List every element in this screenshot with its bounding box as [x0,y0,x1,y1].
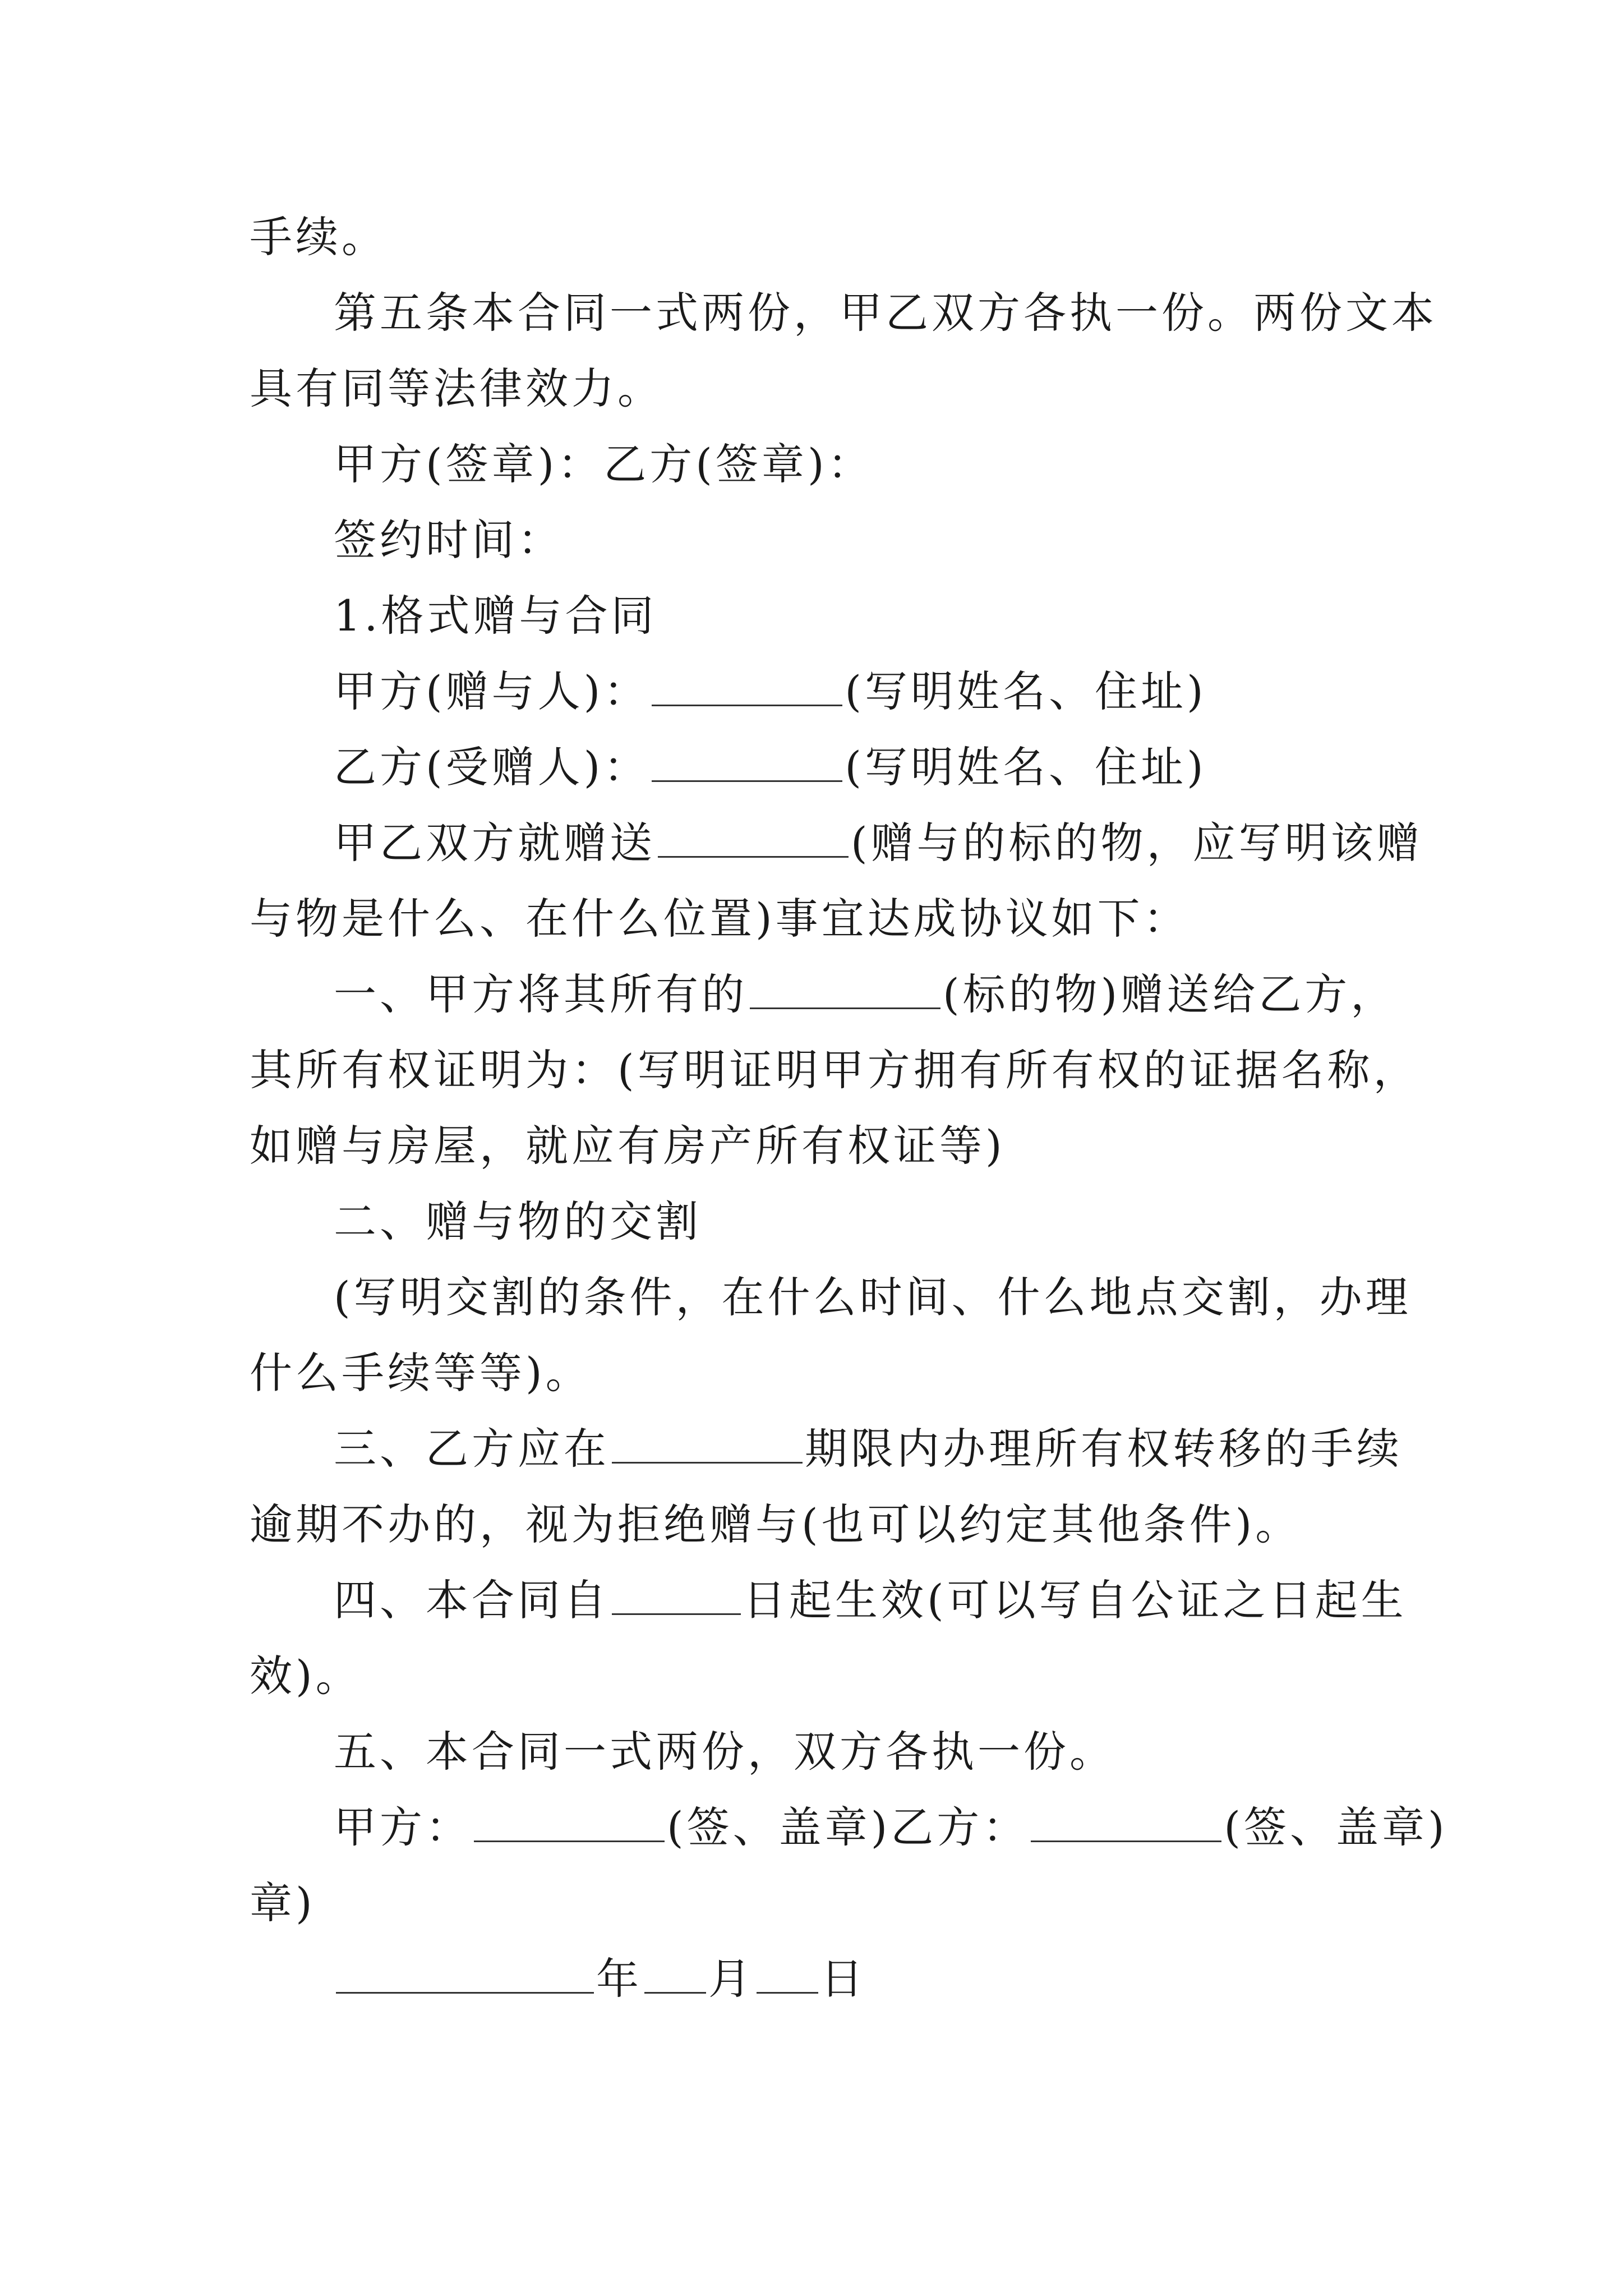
party-a-sign-blank[interactable] [474,1801,665,1842]
month-label: 月 [708,1954,754,2004]
clause-1-line-1 [250,956,1397,1032]
article-5-line-1 [250,275,1437,351]
text: 手续。 [250,212,388,262]
document-page [250,199,1448,2017]
day-label: 日 [820,1954,866,2004]
date-line [250,1941,1380,2017]
gift-blank[interactable] [658,817,849,858]
clause-4-line-2 [250,1638,1380,1714]
clause-1-line-3 [250,1108,1380,1184]
text: (标的物)赠送给乙方， [943,969,1397,1019]
text: 乙方(受赠人)： [334,742,650,792]
text: 什么手续等等)。 [250,1348,592,1398]
text: 如赠与房屋，就应有房产所有权证等) [250,1121,1006,1171]
text: (签、盖章) [1224,1802,1448,1852]
clause-2-title [250,1184,1380,1259]
text: 逾期不办的，视为拒绝赠与(也可以约定其他条件)。 [250,1499,1302,1549]
text: (写明姓名、住址) [845,742,1207,792]
text: 具有同等法律效力。 [250,364,663,413]
text: 日起生效(可以写自公证之日起生 [743,1575,1407,1625]
text: (签、盖章)乙方： [667,1802,1029,1852]
text: 二、赠与物的交割 [334,1197,702,1246]
day-blank[interactable] [757,1953,818,1994]
month-blank[interactable] [644,1953,706,1994]
clause-2-line-1 [250,1259,1412,1335]
text: 三、乙方应在 [334,1424,610,1474]
clause-4-line-1 [250,1562,1407,1638]
clause-3-line-2 [250,1487,1380,1562]
text: 甲方(签章)：乙方(签章)： [334,439,874,489]
line-1 [250,199,1380,275]
year-blank[interactable] [336,1953,594,1994]
party-a-blank[interactable] [652,665,842,706]
text: 期限内办理所有权转移的手续 [805,1424,1403,1474]
sign-parties-line [250,1789,1448,1865]
text: 五、本合同一式两份，双方各执一份。 [334,1727,1115,1777]
text: 效)。 [250,1651,362,1701]
party-a-line [250,654,1380,729]
text: (赠与的标的物，应写明该赠 [851,818,1423,868]
text: 其所有权证明为：(写明证明甲方拥有所有权的证据名称， [250,1045,1419,1095]
section-title [250,578,1380,654]
text: 与物是什么、在什么位置)事宜达成协议如下： [250,894,1189,944]
text: 甲方： [334,1802,472,1852]
text: 一、甲方将其所有的 [334,969,748,1019]
clause-5-line [250,1714,1380,1789]
signature-line [250,426,1380,502]
gift-line-1 [250,805,1423,881]
sign-date-line [250,502,1380,578]
party-b-blank[interactable] [652,741,842,782]
text: 甲乙双方就赠送 [334,818,656,868]
clause-2-line-2 [250,1335,1380,1411]
article-5-line-2 [250,351,1380,426]
party-b-line [250,729,1380,805]
text: 四、本合同自 [334,1575,610,1625]
object-blank[interactable] [750,968,940,1009]
clause-3-line-1 [250,1411,1403,1487]
effective-date-blank[interactable] [612,1574,741,1615]
text: 章) [250,1878,316,1928]
text: (写明姓名、住址) [845,666,1207,716]
year-label: 年 [596,1954,642,2004]
party-b-sign-blank[interactable] [1031,1801,1221,1842]
deadline-blank[interactable] [612,1423,803,1464]
clause-1-line-2 [250,1032,1419,1108]
sign-parties-line-2 [250,1865,1380,1941]
text: 签约时间： [334,515,564,565]
text: 第五条本合同一式两份，甲乙双方各执一份。两份文本 [334,288,1437,338]
text: 甲方(赠与人)： [334,666,650,716]
gift-line-2 [250,881,1380,956]
text: (写明交割的条件，在什么时间、什么地点交割，办理 [334,1272,1412,1322]
text: 1.格式赠与合同 [334,591,657,641]
